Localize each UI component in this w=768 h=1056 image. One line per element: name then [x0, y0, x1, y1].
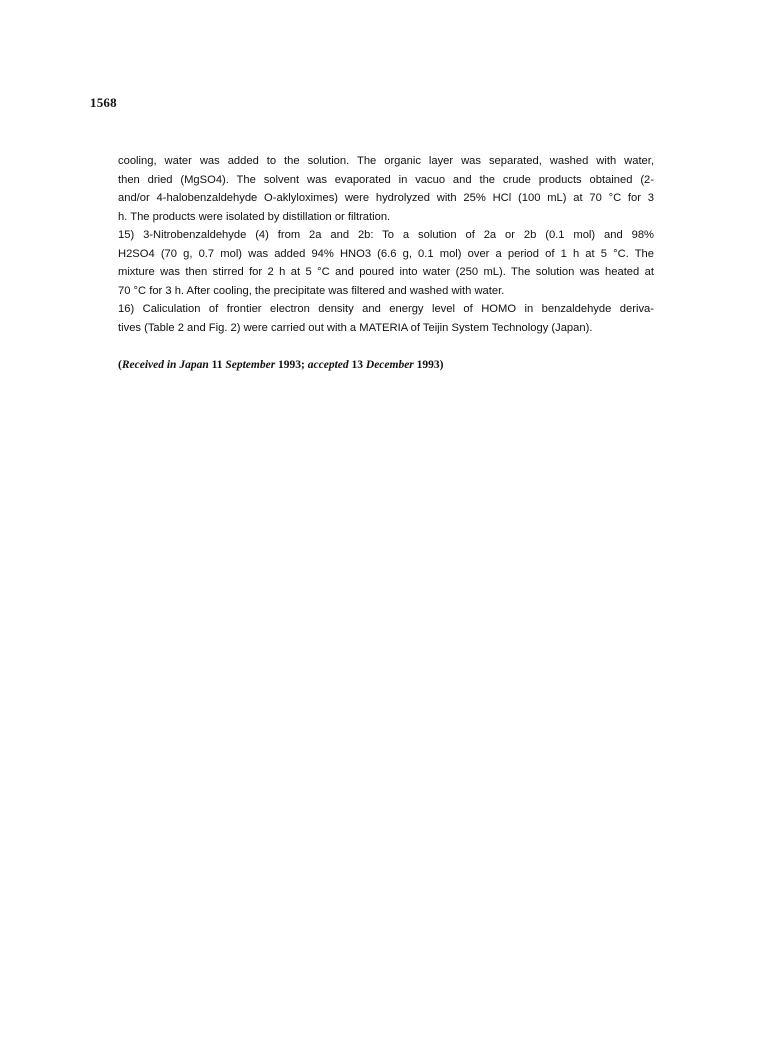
note-line-3: and/or 4-halobenzaldehyde O-aklyloximes) were hydrolyzed with 25% HCl (100 mL) at 70 °C for 3: [118, 192, 654, 204]
note-16-line-2: tives (Table 2 and Fig. 2) were carried out with a MATERIA of Teijin System Technology (Japan).: [118, 321, 593, 334]
note-15-line-3: mixture was then stirred for 2 h at 5 °C and poured into water (250 mL). The solution was heated at: [118, 266, 654, 278]
note-15-line-4: 70 °C for 3 h. After cooling, the precipitate was filtered and washed with water.: [118, 284, 505, 297]
note-line-1: cooling, water was added to the solution. The organic layer was separated, washed with water,: [118, 155, 654, 167]
notes-body: [118, 152, 654, 337]
note-16-line-1: 16) Caliculation of frontier electron density and energy level of HOMO in benzaldehyde deriva-: [118, 303, 654, 315]
received-year: 1993;: [275, 359, 308, 371]
received-open-paren: (: [118, 359, 122, 371]
received-label: Received in Japan: [121, 359, 209, 371]
note-line-2: then dried (MgSO4). The solvent was evaporated in vacuo and the crude products obtained (2-: [118, 173, 654, 186]
accepted-day: 13: [348, 359, 366, 371]
accepted-month: December: [365, 359, 414, 371]
page-number: 1568: [90, 95, 117, 110]
accepted-year: 1993): [413, 359, 444, 371]
received-accepted-dates: [118, 359, 444, 371]
accepted-label: accepted: [307, 359, 349, 371]
note-line-4: h. The products were isolated by distillation or filtration.: [118, 210, 391, 223]
note-15-line-2: H2SO4 (70 g, 0.7 mol) was added 94% HNO3 (6.6 g, 0.1 mol) over a period of 1 h at 5 °C. The: [118, 247, 654, 260]
note-15-line-1: 15) 3-Nitrobenzaldehyde (4) from 2a and 2b: To a solution of 2a or 2b (0.1 mol) and 98%: [118, 229, 654, 241]
received-month: September: [225, 359, 276, 371]
received-day: 11: [208, 359, 226, 371]
